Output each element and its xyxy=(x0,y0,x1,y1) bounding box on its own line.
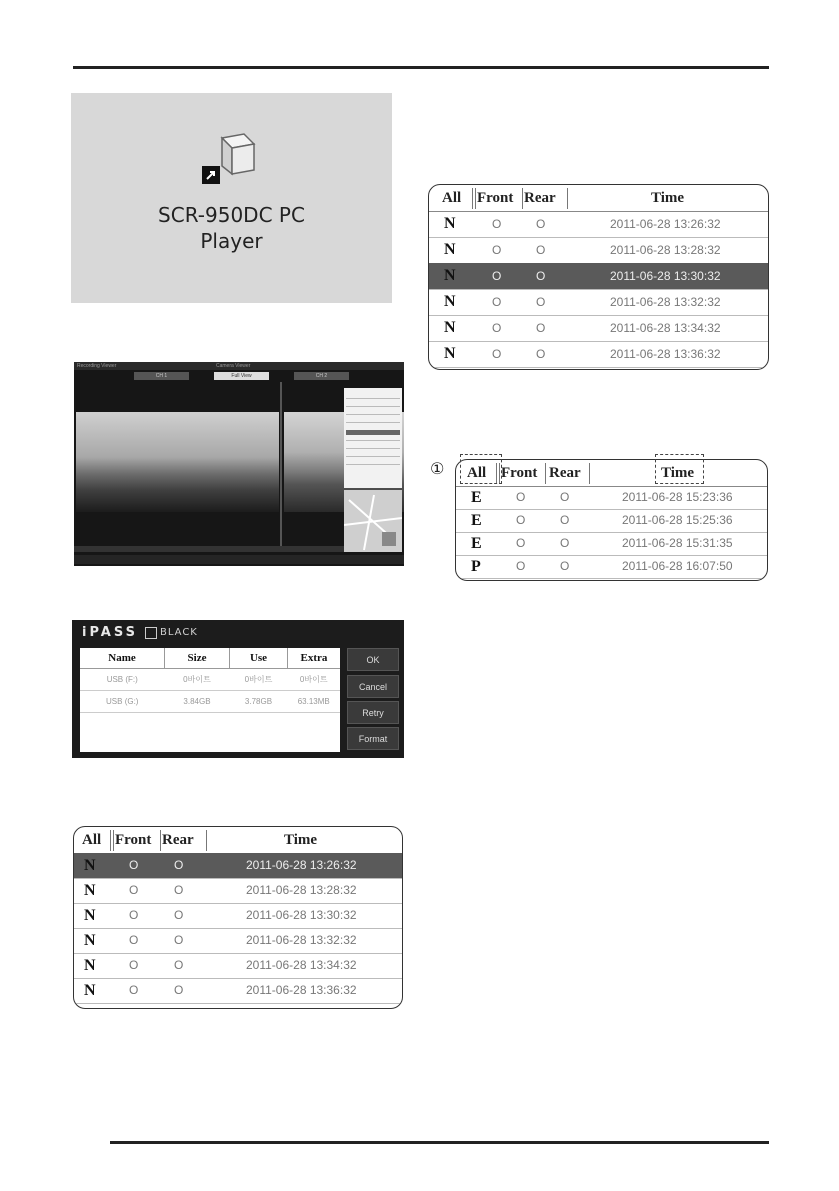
row-time: 2011-06-28 13:36:32 xyxy=(246,983,357,997)
row-rear: O xyxy=(536,217,546,231)
list-item[interactable] xyxy=(429,263,768,290)
row-rear: O xyxy=(536,347,546,361)
row-front: O xyxy=(492,243,502,257)
list-item[interactable] xyxy=(429,315,768,342)
file-list-selected xyxy=(428,184,769,370)
row-front: O xyxy=(492,295,502,309)
col-use: Use xyxy=(230,648,288,669)
list-item[interactable] xyxy=(74,903,402,929)
header-time[interactable]: Time xyxy=(651,190,685,206)
row-rear: O xyxy=(174,958,184,972)
row-time: 2011-06-28 13:36:32 xyxy=(610,347,721,361)
header-front[interactable]: Front xyxy=(115,832,152,848)
drive-use: 0바이트 xyxy=(230,669,288,691)
row-time: 2011-06-28 13:26:32 xyxy=(610,217,721,231)
row-rear: O xyxy=(560,490,570,504)
row-flag: E xyxy=(471,535,482,552)
row-time: 2011-06-28 15:25:36 xyxy=(622,513,733,527)
ok-button[interactable]: OK xyxy=(347,648,399,671)
desktop-background xyxy=(71,93,392,303)
row-rear: O xyxy=(174,983,184,997)
list-item[interactable] xyxy=(429,341,768,368)
row-front: O xyxy=(516,536,526,550)
shortcut-label xyxy=(71,202,392,254)
header-all[interactable]: All xyxy=(82,832,102,848)
list-item[interactable] xyxy=(429,211,768,238)
timeline-bar[interactable] xyxy=(74,546,344,552)
drive-use: 3.78GB xyxy=(230,691,288,713)
list-item[interactable] xyxy=(456,532,767,556)
player-shortcut-icon[interactable] xyxy=(200,130,258,188)
list-item[interactable] xyxy=(74,853,402,879)
row-time: 2011-06-28 13:28:32 xyxy=(610,243,721,257)
row-rear: O xyxy=(560,513,570,527)
header-rear[interactable]: Rear xyxy=(549,465,581,481)
row-flag: N xyxy=(84,982,96,999)
row-front: O xyxy=(492,269,502,283)
header-rule xyxy=(73,66,769,69)
row-rear: O xyxy=(560,536,570,550)
player-tabs xyxy=(114,372,374,380)
row-flag: E xyxy=(471,489,482,506)
list-item[interactable] xyxy=(74,978,402,1004)
row-front: O xyxy=(129,933,139,947)
row-time: 2011-06-28 13:32:32 xyxy=(246,933,357,947)
row-front: O xyxy=(516,490,526,504)
marker-1: ① xyxy=(430,459,445,478)
drive-extra: 0바이트 xyxy=(288,669,341,691)
row-rear: O xyxy=(560,559,570,573)
ipass-logo: iPASS xyxy=(82,625,138,640)
player-window xyxy=(74,362,404,566)
list-item[interactable] xyxy=(429,237,768,264)
file-list-header xyxy=(429,185,768,212)
list-item[interactable] xyxy=(74,953,402,979)
col-extra: Extra xyxy=(288,648,341,669)
row-rear: O xyxy=(174,858,184,872)
header-rear[interactable]: Rear xyxy=(524,190,556,206)
list-item[interactable] xyxy=(74,878,402,904)
cancel-button[interactable]: Cancel xyxy=(347,675,399,698)
row-front: O xyxy=(129,883,139,897)
row-rear: O xyxy=(536,321,546,335)
highlight-all-header xyxy=(460,454,502,484)
row-time: 2011-06-28 13:34:32 xyxy=(610,321,721,335)
player-title-left: Recording Viewer xyxy=(77,363,117,369)
row-front: O xyxy=(129,908,139,922)
header-front[interactable]: Front xyxy=(477,190,514,206)
row-flag: N xyxy=(444,267,456,284)
header-all[interactable]: All xyxy=(442,190,462,206)
logo-mark-icon xyxy=(145,627,157,639)
row-front: O xyxy=(129,858,139,872)
row-time: 2011-06-28 13:32:32 xyxy=(610,295,721,309)
drive-size: 0바이트 xyxy=(165,669,230,691)
row-flag: N xyxy=(444,241,456,258)
row-front: O xyxy=(129,958,139,972)
drive-extra: 63.13MB xyxy=(288,691,341,713)
camera-divider xyxy=(280,382,282,546)
row-time: 2011-06-28 13:30:32 xyxy=(246,908,357,922)
row-flag: N xyxy=(84,857,96,874)
drive-name: USB (F:) xyxy=(80,669,165,691)
row-time: 2011-06-28 13:30:32 xyxy=(610,269,721,283)
format-button[interactable]: Format xyxy=(347,727,399,750)
header-all[interactable]: All xyxy=(467,465,487,481)
shortcut-label-line1: SCR-950DC PC xyxy=(158,203,305,227)
file-list-default xyxy=(73,826,403,1009)
highlight-time-header xyxy=(655,454,704,484)
player-title-bar xyxy=(74,362,404,370)
player-file-list[interactable] xyxy=(344,388,402,488)
row-rear: O xyxy=(536,243,546,257)
tab-ch2[interactable]: CH 2 xyxy=(294,372,349,380)
list-item[interactable] xyxy=(456,486,767,510)
row-flag: N xyxy=(84,932,96,949)
row-rear: O xyxy=(174,933,184,947)
player-title-center: Camera Viewer xyxy=(216,363,251,369)
row-time: 2011-06-28 13:26:32 xyxy=(246,858,357,872)
row-flag: E xyxy=(471,512,482,529)
row-flag: N xyxy=(444,345,456,362)
row-flag: N xyxy=(84,907,96,924)
front-camera-view xyxy=(76,412,279,512)
drive-size: 3.84GB xyxy=(165,691,230,713)
col-name: Name xyxy=(80,648,165,669)
col-size: Size xyxy=(165,648,230,669)
footer-rule xyxy=(110,1141,769,1144)
row-front: O xyxy=(516,513,526,527)
row-time: 2011-06-28 15:31:35 xyxy=(622,536,733,550)
tab-ch1[interactable]: CH 1 xyxy=(134,372,189,380)
header-time[interactable]: Time xyxy=(661,465,695,481)
row-flag: N xyxy=(84,882,96,899)
gps-map[interactable] xyxy=(344,490,402,552)
header-rear[interactable]: Rear xyxy=(162,832,194,848)
drive-table xyxy=(80,648,340,713)
row-time: 2011-06-28 13:34:32 xyxy=(246,958,357,972)
file-list-header xyxy=(74,827,402,854)
row-rear: O xyxy=(174,908,184,922)
row-front: O xyxy=(492,217,502,231)
retry-button[interactable]: Retry xyxy=(347,701,399,724)
row-flag: N xyxy=(444,319,456,336)
table-row[interactable] xyxy=(80,669,340,691)
table-row[interactable] xyxy=(80,691,340,713)
row-rear: O xyxy=(536,295,546,309)
row-front: O xyxy=(129,983,139,997)
drive-name: USB (G:) xyxy=(80,691,165,713)
header-front[interactable]: Front xyxy=(501,465,538,481)
format-dialog xyxy=(72,620,404,758)
row-time: 2011-06-28 16:07:50 xyxy=(622,559,733,573)
row-flag: N xyxy=(444,293,456,310)
row-front: O xyxy=(492,347,502,361)
list-item[interactable] xyxy=(74,928,402,954)
row-flag: P xyxy=(471,558,481,575)
list-item[interactable] xyxy=(456,555,767,579)
row-time: 2011-06-28 13:28:32 xyxy=(246,883,357,897)
row-flag: N xyxy=(444,215,456,232)
drive-list-panel xyxy=(80,648,340,752)
ipass-logo-suffix: BLACK xyxy=(160,627,198,638)
list-item[interactable] xyxy=(429,289,768,316)
header-time[interactable]: Time xyxy=(284,832,318,848)
shortcut-label-line2: Player xyxy=(200,229,263,253)
row-time: 2011-06-28 15:23:36 xyxy=(622,490,733,504)
row-flag: N xyxy=(84,957,96,974)
list-item[interactable] xyxy=(456,509,767,533)
row-rear: O xyxy=(536,269,546,283)
row-rear: O xyxy=(174,883,184,897)
tab-full-view[interactable]: Full View xyxy=(214,372,269,380)
row-front: O xyxy=(492,321,502,335)
file-list-header xyxy=(456,460,767,487)
playback-controls[interactable] xyxy=(74,555,404,564)
row-front: O xyxy=(516,559,526,573)
